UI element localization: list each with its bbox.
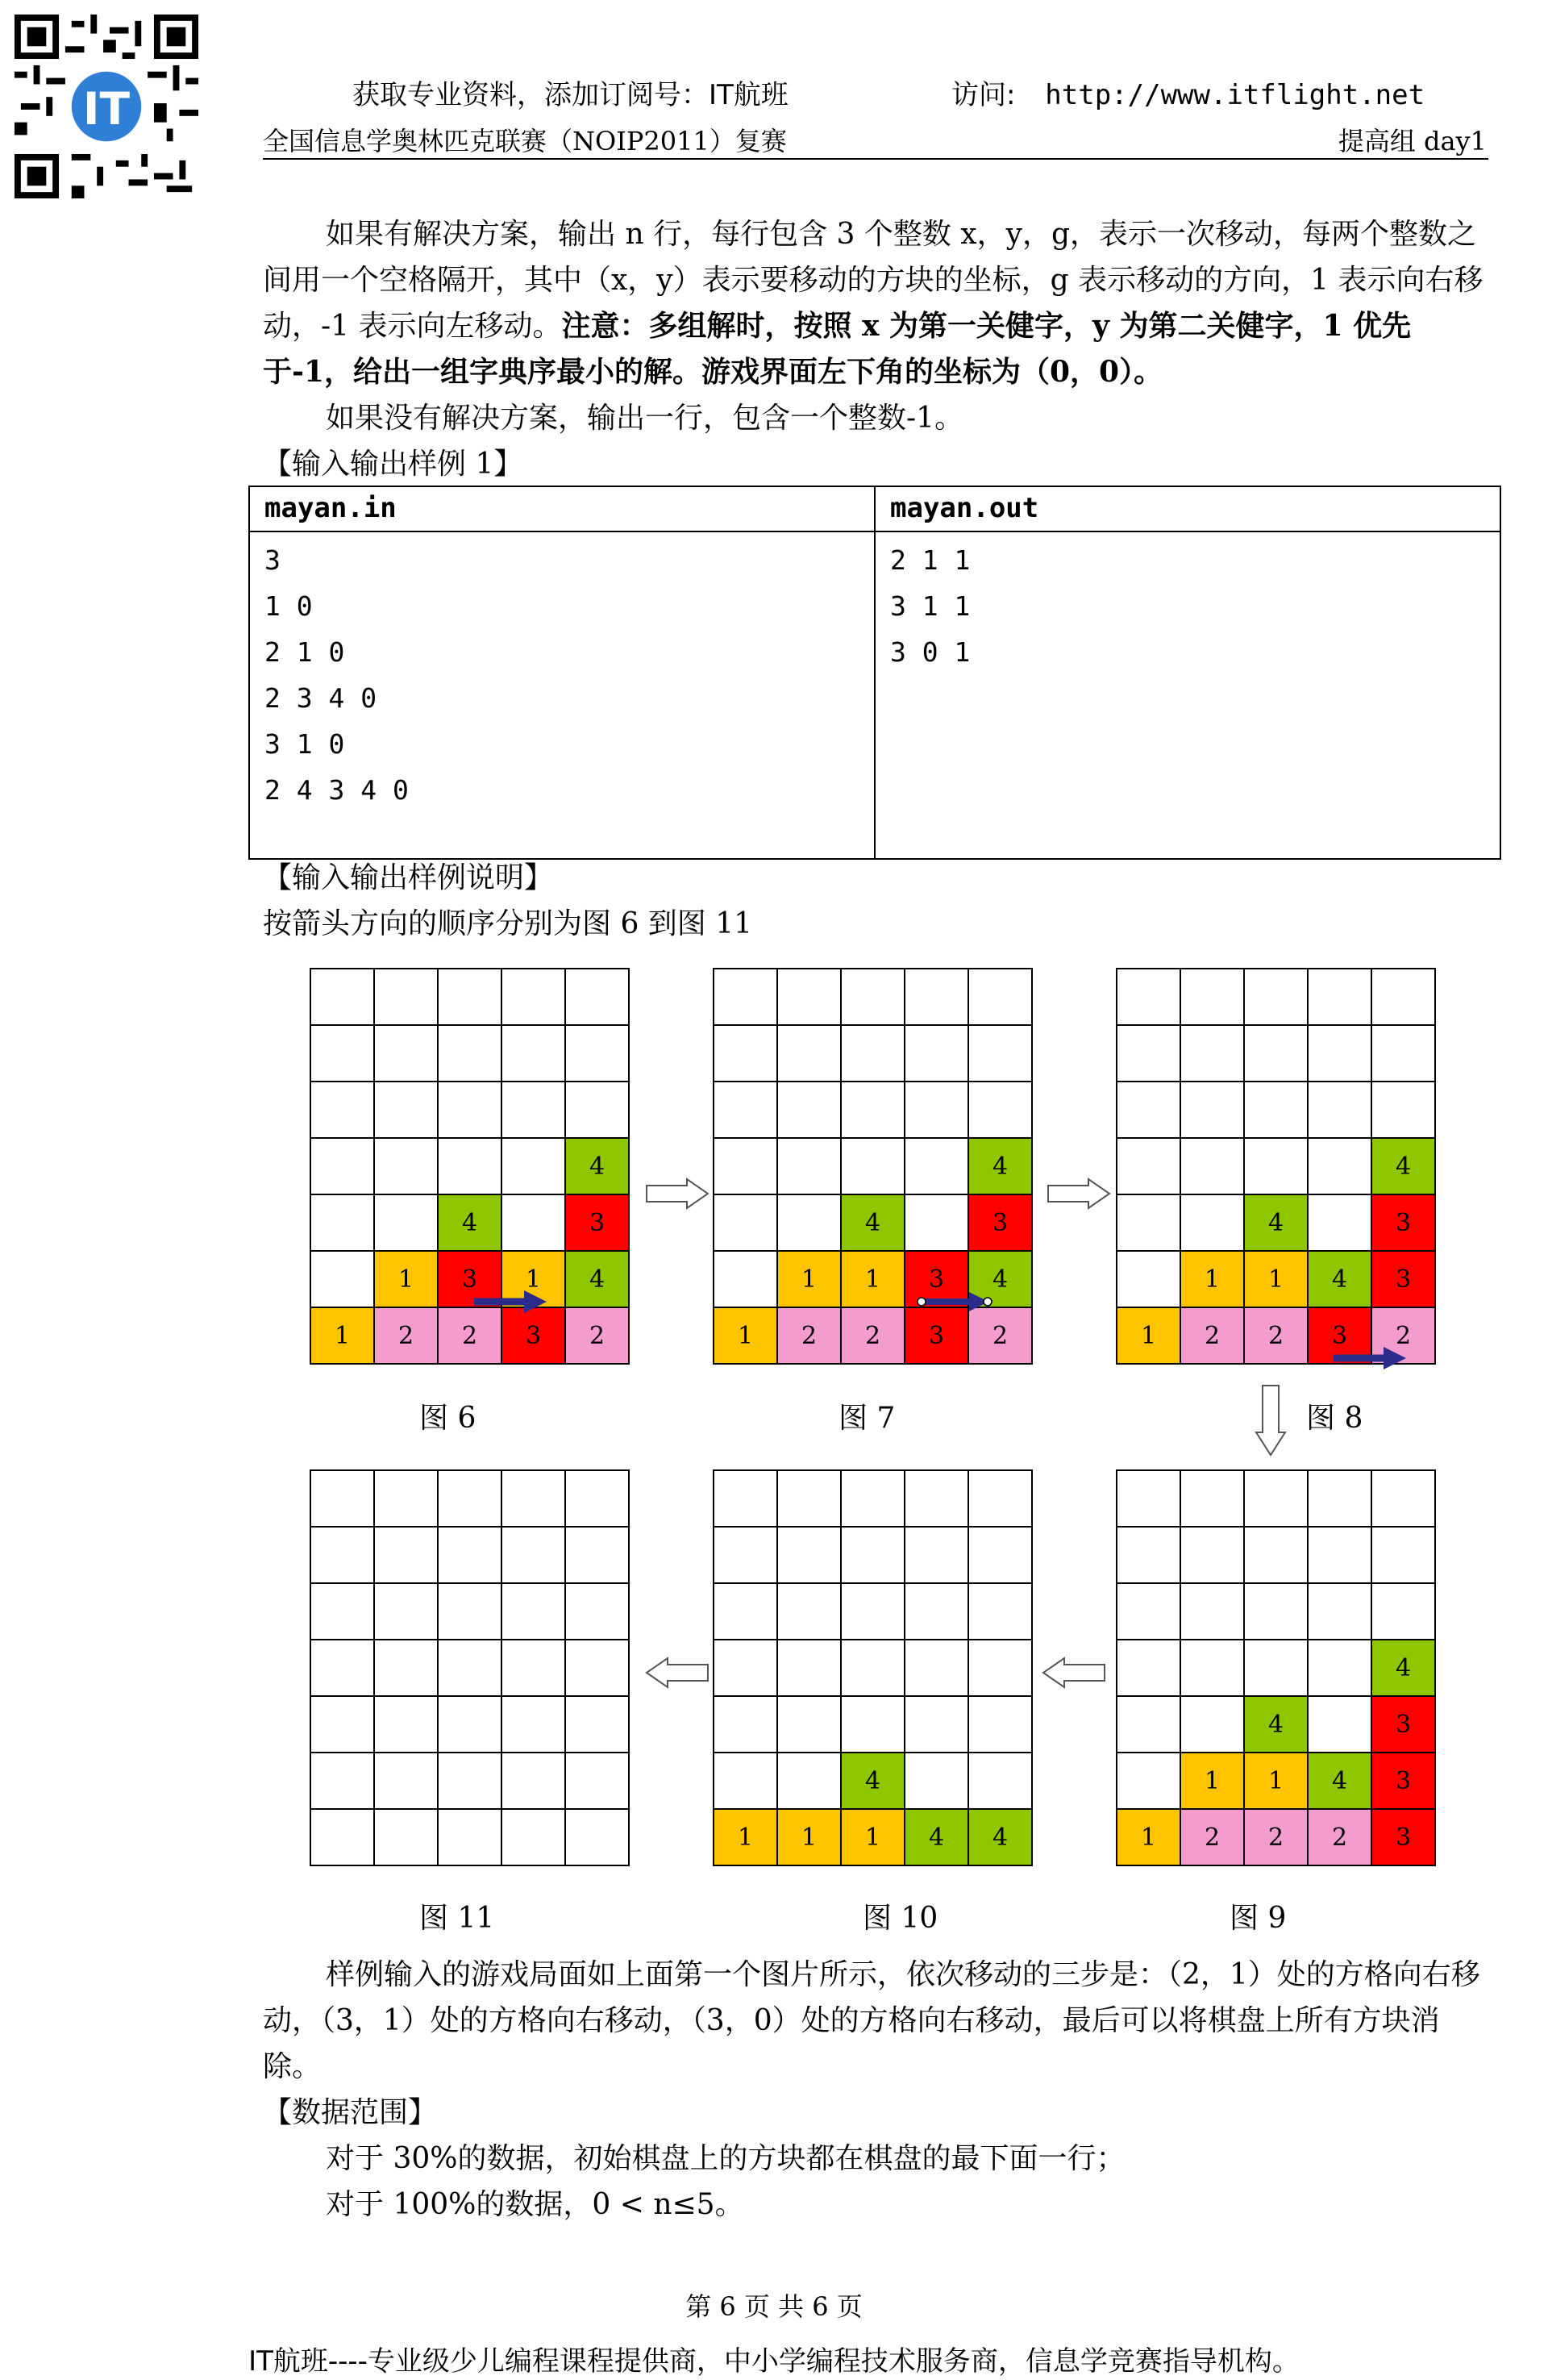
board-cell: [1180, 1582, 1245, 1640]
board-cell: 3: [1371, 1695, 1436, 1753]
board-cell: [310, 1582, 375, 1640]
board-cell: [501, 1194, 566, 1252]
right-arrow-icon: [645, 1177, 710, 1210]
board-cell: 3: [1307, 1307, 1372, 1365]
board-cell: [840, 1469, 905, 1528]
board-cell: [437, 1137, 502, 1195]
input-line: 1 0: [264, 590, 313, 622]
range-heading: 【数据范围】: [263, 2096, 438, 2129]
promo-text: 获取专业资料，添加订阅号：IT航班: [352, 79, 789, 111]
board-cell: [968, 1469, 1033, 1528]
board-cell: [776, 968, 842, 1026]
board-cell: [564, 1639, 630, 1697]
explain-heading: 【输入输出样例说明】: [263, 861, 554, 894]
board-cell: [776, 1526, 842, 1584]
board-cell: [437, 1639, 502, 1697]
board-cell: [776, 1752, 842, 1810]
board-cell: [564, 1752, 630, 1810]
output-line: 2 1 1: [890, 544, 971, 576]
board-cell: [713, 1639, 778, 1697]
board-cell: 1: [1243, 1752, 1309, 1810]
board-cell: 2: [1243, 1307, 1309, 1365]
board-cell: 2: [1371, 1307, 1436, 1365]
board-cell: [373, 1081, 439, 1139]
board-cell: 3: [1371, 1752, 1436, 1810]
visit-label: 访问:: [951, 79, 1016, 111]
board-cell: [501, 968, 566, 1026]
move-arrow-icon: [916, 1286, 993, 1318]
board-cell: 4: [904, 1808, 969, 1866]
board-cell: [776, 1582, 842, 1640]
board-cell: 4: [840, 1752, 905, 1810]
board-cell: 1: [501, 1250, 566, 1308]
board-cell: [1243, 1526, 1309, 1584]
board-cell: [713, 1469, 778, 1528]
board-cell: 2: [1180, 1307, 1245, 1365]
board-cell: [776, 1639, 842, 1697]
board-cell: [373, 1695, 439, 1753]
board-cell: 4: [1307, 1250, 1372, 1308]
board-cell: [501, 1024, 566, 1082]
sample-explanation: [263, 1952, 1488, 2228]
board-cell: [1307, 1469, 1372, 1528]
range-line-100: 对于 100%的数据，0 < n≤5。: [326, 2188, 744, 2221]
board-cell: [437, 1808, 502, 1866]
board-cell: [437, 1469, 502, 1528]
board-cell: [373, 1469, 439, 1528]
board-cell: [1116, 1469, 1181, 1528]
board-cell: 4: [840, 1194, 905, 1252]
board-cell: [1307, 1081, 1372, 1139]
board-cell: [968, 1081, 1033, 1139]
board-cell: [776, 1194, 842, 1252]
board-cell: [501, 1808, 566, 1866]
board-cell: 2: [968, 1307, 1033, 1365]
board-cell: [501, 1137, 566, 1195]
board-cell: [1116, 1024, 1181, 1082]
qr-code-image: [15, 15, 198, 198]
board-cell: [1243, 1582, 1309, 1640]
board-cell: [1243, 968, 1309, 1026]
website-link[interactable]: http://www.itflight.net: [1045, 79, 1425, 111]
footer-org: IT航班----专业级少儿编程课程提供商，中小学编程技术服务商，信息学竞赛指导机构。: [248, 2345, 1300, 2378]
board-cell: [1180, 1469, 1245, 1528]
figure-caption: 图 7: [838, 1402, 896, 1435]
board-cell: 4: [1243, 1695, 1309, 1753]
board-cell: 1: [776, 1250, 842, 1308]
board-cell: 3: [1371, 1250, 1436, 1308]
board-cell: [1371, 1526, 1436, 1584]
board-cell: 3: [1371, 1194, 1436, 1252]
board-cell: [310, 1250, 375, 1308]
output-file-name: mayan.out: [875, 486, 1500, 531]
board-cell: [437, 968, 502, 1026]
right-arrow-icon: [1047, 1177, 1111, 1210]
output-text: 如果有解决方案，输出 n 行，每行包含 3 个整数 x，y，g，表示一次移动，每两个整数之间用一个空格隔开，其中（x，y）表示要移动的方块的坐标，g 表示移动的方向，1 表示向右移动，-1 表示向左移动。: [263, 218, 1484, 343]
board-cell: [1116, 1582, 1181, 1640]
board-cell: [1180, 1081, 1245, 1139]
board-cell: [564, 1469, 630, 1528]
board-cell: 3: [501, 1307, 566, 1365]
output-description: [263, 211, 1488, 487]
board-cell: [373, 1808, 439, 1866]
board-cell: [1371, 968, 1436, 1026]
header-divider: [263, 158, 1488, 160]
input-line: 2 1 0: [264, 636, 345, 668]
board-cell: [904, 1194, 969, 1252]
move-arrow-icon: [471, 1286, 548, 1318]
board-cell: 1: [1243, 1250, 1309, 1308]
board-cell: 2: [564, 1307, 630, 1365]
board-cell: [501, 1526, 566, 1584]
board-cell: [373, 1526, 439, 1584]
board-cell: [904, 1752, 969, 1810]
board-cell: [1116, 1194, 1181, 1252]
figure-caption: 图 11: [419, 1902, 495, 1935]
board-cell: [1307, 968, 1372, 1026]
board-cell: [713, 1137, 778, 1195]
board-cell: [1307, 1526, 1372, 1584]
board-cell: [437, 1081, 502, 1139]
output-paragraph: [263, 211, 1488, 395]
board-cell: 1: [840, 1808, 905, 1866]
board-cell: [840, 1639, 905, 1697]
board-cell: [713, 968, 778, 1026]
board-cell: [968, 968, 1033, 1026]
board-cell: [713, 1250, 778, 1308]
board-cell: [968, 1024, 1033, 1082]
board-cell: 4: [1371, 1137, 1436, 1195]
sample-io-table: [248, 486, 1501, 860]
board-cell: [713, 1081, 778, 1139]
board-cell: 4: [564, 1137, 630, 1195]
board-cell: [310, 1081, 375, 1139]
board-cell: [1371, 1081, 1436, 1139]
board-cell: [1243, 1081, 1309, 1139]
input-file-name: mayan.in: [249, 486, 875, 531]
board-cell: [1371, 1024, 1436, 1082]
board-cell: 2: [373, 1307, 439, 1365]
board-cell: [501, 1469, 566, 1528]
board-cell: [310, 1137, 375, 1195]
board-cell: [564, 1808, 630, 1866]
no-solution-text: 如果没有解决方案，输出一行，包含一个整数-1。: [326, 402, 964, 435]
board-cell: [840, 1081, 905, 1139]
board-cell: [1307, 1639, 1372, 1697]
board-cell: [904, 968, 969, 1026]
board-cell: [310, 968, 375, 1026]
board-cell: [1180, 1695, 1245, 1753]
output-line: 3 1 1: [890, 590, 971, 622]
board-cell: [373, 1137, 439, 1195]
board-cell: [1116, 968, 1181, 1026]
board-cell: [501, 1582, 566, 1640]
page-number: 第 6 页 共 6 页: [685, 2291, 863, 2322]
board-cell: 3: [968, 1194, 1033, 1252]
board-cell: [501, 1081, 566, 1139]
move-arrow-icon: [1330, 1342, 1408, 1374]
board-cell: 4: [1243, 1194, 1309, 1252]
board-cell: [564, 1582, 630, 1640]
board-cell: 1: [840, 1250, 905, 1308]
board-cell: [1180, 1194, 1245, 1252]
board-cell: 2: [776, 1307, 842, 1365]
down-arrow-icon: [1255, 1384, 1287, 1457]
board-cell: 4: [968, 1250, 1033, 1308]
board-cell: 2: [840, 1307, 905, 1365]
board-cell: [310, 1639, 375, 1697]
board-cell: [1116, 1081, 1181, 1139]
board-cell: [968, 1695, 1033, 1753]
board-cell: [1180, 1526, 1245, 1584]
board-cell: [1180, 1639, 1245, 1697]
board-cell: [1180, 968, 1245, 1026]
board-cell: 3: [904, 1307, 969, 1365]
board-cell: [1307, 1582, 1372, 1640]
board-cell: [840, 1582, 905, 1640]
board-cell: 1: [1116, 1307, 1181, 1365]
board-cell: [904, 1469, 969, 1528]
board-cell: [1116, 1695, 1181, 1753]
board-cell: [564, 1024, 630, 1082]
board-cell: [904, 1081, 969, 1139]
board-cell: [1116, 1639, 1181, 1697]
board-cell: [904, 1526, 969, 1584]
figure-caption: 图 9: [1230, 1902, 1287, 1935]
board-cell: [840, 1024, 905, 1082]
board-cell: [310, 1808, 375, 1866]
board-cell: 1: [776, 1808, 842, 1866]
board-cell: [1243, 1024, 1309, 1082]
board-cell: [713, 1526, 778, 1584]
board-cell: [840, 1695, 905, 1753]
figure-caption: 图 10: [863, 1902, 938, 1935]
board-cell: 3: [1371, 1808, 1436, 1866]
board-cell: 2: [1180, 1808, 1245, 1866]
board-cell: [968, 1582, 1033, 1640]
board-cell: 4: [968, 1137, 1033, 1195]
input-line: 2 4 3 4 0: [264, 774, 409, 806]
figure-caption: 图 8: [1306, 1402, 1363, 1435]
board-cell: [1307, 1695, 1372, 1753]
board-cell: [1371, 1582, 1436, 1640]
explain-block: [263, 855, 1488, 947]
board-cell: [713, 1582, 778, 1640]
board-cell: 1: [713, 1808, 778, 1866]
svg-text:IT: IT: [83, 83, 130, 135]
board-cell: [1116, 1526, 1181, 1584]
board-cell: [840, 1137, 905, 1195]
board-cell: 1: [1116, 1808, 1181, 1866]
board-cell: [437, 1695, 502, 1753]
board-cell: [1307, 1194, 1372, 1252]
contest-title: 全国信息学奥林匹克联赛（NOIP2011）复赛: [263, 126, 787, 156]
board-cell: [904, 1639, 969, 1697]
board-cell: [373, 1194, 439, 1252]
board-cell: 3: [437, 1250, 502, 1308]
board-cell: [776, 1469, 842, 1528]
board-cell: [310, 1526, 375, 1584]
board-cell: [1180, 1137, 1245, 1195]
board-cell: [840, 968, 905, 1026]
board-cell: 1: [1180, 1752, 1245, 1810]
left-arrow-icon: [645, 1657, 710, 1689]
board-cell: [968, 1639, 1033, 1697]
board-cell: [310, 1752, 375, 1810]
board-cell: [373, 1639, 439, 1697]
input-line: 2 3 4 0: [264, 682, 377, 714]
board-cell: [713, 1024, 778, 1082]
board-cell: [776, 1024, 842, 1082]
explain-text: 按箭头方向的顺序分别为图 6 到图 11: [263, 907, 753, 940]
output-note: 注意：多组解时，按照 x 为第一关健字，y 为第二关健字，1 优先于-1，给出一组字典序最小的解。游戏界面左下角的坐标为（0，0）。: [263, 309, 1412, 389]
board-cell: [437, 1582, 502, 1640]
board-cell: [1180, 1024, 1245, 1082]
board-cell: [1371, 1469, 1436, 1528]
board-cell: 2: [437, 1307, 502, 1365]
board-cell: [437, 1526, 502, 1584]
board-cell: [373, 1752, 439, 1810]
board-cell: [437, 1752, 502, 1810]
board-cell: [776, 1081, 842, 1139]
board-cell: [1243, 1469, 1309, 1528]
board-cell: [501, 1695, 566, 1753]
range-line-30: 对于 30%的数据，初始棋盘上的方块都在棋盘的最下面一行；: [326, 2142, 1126, 2175]
board-cell: [713, 1194, 778, 1252]
board-cell: 2: [1243, 1808, 1309, 1866]
left-arrow-icon: [1042, 1657, 1106, 1689]
board-cell: [564, 1526, 630, 1584]
board-cell: 1: [310, 1307, 375, 1365]
input-line: 3 1 0: [264, 728, 345, 760]
board-cell: [840, 1526, 905, 1584]
board-cell: [1116, 1250, 1181, 1308]
board-cell: [1243, 1137, 1309, 1195]
board-cell: [564, 1695, 630, 1753]
board-cell: [1116, 1137, 1181, 1195]
sample1-heading: 【输入输出样例 1】: [263, 448, 523, 481]
board-cell: [1307, 1024, 1372, 1082]
board-cell: [904, 1695, 969, 1753]
board-cell: [564, 968, 630, 1026]
board-cell: [373, 1582, 439, 1640]
board-cell: [501, 1639, 566, 1697]
group-day: 提高组 day1: [1338, 126, 1487, 156]
board-cell: 4: [968, 1808, 1033, 1866]
board-cell: [713, 1695, 778, 1753]
board-cell: 3: [564, 1194, 630, 1252]
board-cell: [310, 1469, 375, 1528]
board-cell: 3: [904, 1250, 969, 1308]
board-cell: [1243, 1639, 1309, 1697]
board-cell: [310, 1194, 375, 1252]
board-cell: [501, 1752, 566, 1810]
sample-output: [875, 531, 1500, 859]
board-cell: [776, 1137, 842, 1195]
board-cell: [564, 1081, 630, 1139]
board-cell: [437, 1024, 502, 1082]
output-line: 3 0 1: [890, 636, 971, 668]
board-cell: [310, 1024, 375, 1082]
board-cell: [310, 1695, 375, 1753]
figure-caption: 图 6: [419, 1402, 476, 1435]
board-cell: 1: [1180, 1250, 1245, 1308]
sample-input: [249, 531, 875, 859]
board-cell: 4: [564, 1250, 630, 1308]
board-cell: [968, 1526, 1033, 1584]
board-cell: [904, 1024, 969, 1082]
board-cell: [968, 1752, 1033, 1810]
board-cell: [904, 1582, 969, 1640]
board-cell: 1: [373, 1250, 439, 1308]
board-cell: 2: [1307, 1808, 1372, 1866]
board-cell: [373, 968, 439, 1026]
board-cell: 4: [437, 1194, 502, 1252]
board-cell: [713, 1752, 778, 1810]
board-cell: [904, 1137, 969, 1195]
board-cell: [1116, 1752, 1181, 1810]
board-cell: [373, 1024, 439, 1082]
board-cell: 1: [713, 1307, 778, 1365]
sample-steps-text: 样例输入的游戏局面如上面第一个图片所示，依次移动的三步是：（2，1）处的方格向右移动，（3，1）处的方格向右移动，（3，0）处的方格向右移动，最后可以将棋盘上所有方块消除。: [263, 1958, 1480, 2083]
board-cell: 4: [1371, 1639, 1436, 1697]
input-line: 3: [264, 544, 281, 576]
visit-block: [951, 73, 1425, 112]
board-cell: [1307, 1137, 1372, 1195]
board-cell: 4: [1307, 1752, 1372, 1810]
board-cell: [776, 1695, 842, 1753]
